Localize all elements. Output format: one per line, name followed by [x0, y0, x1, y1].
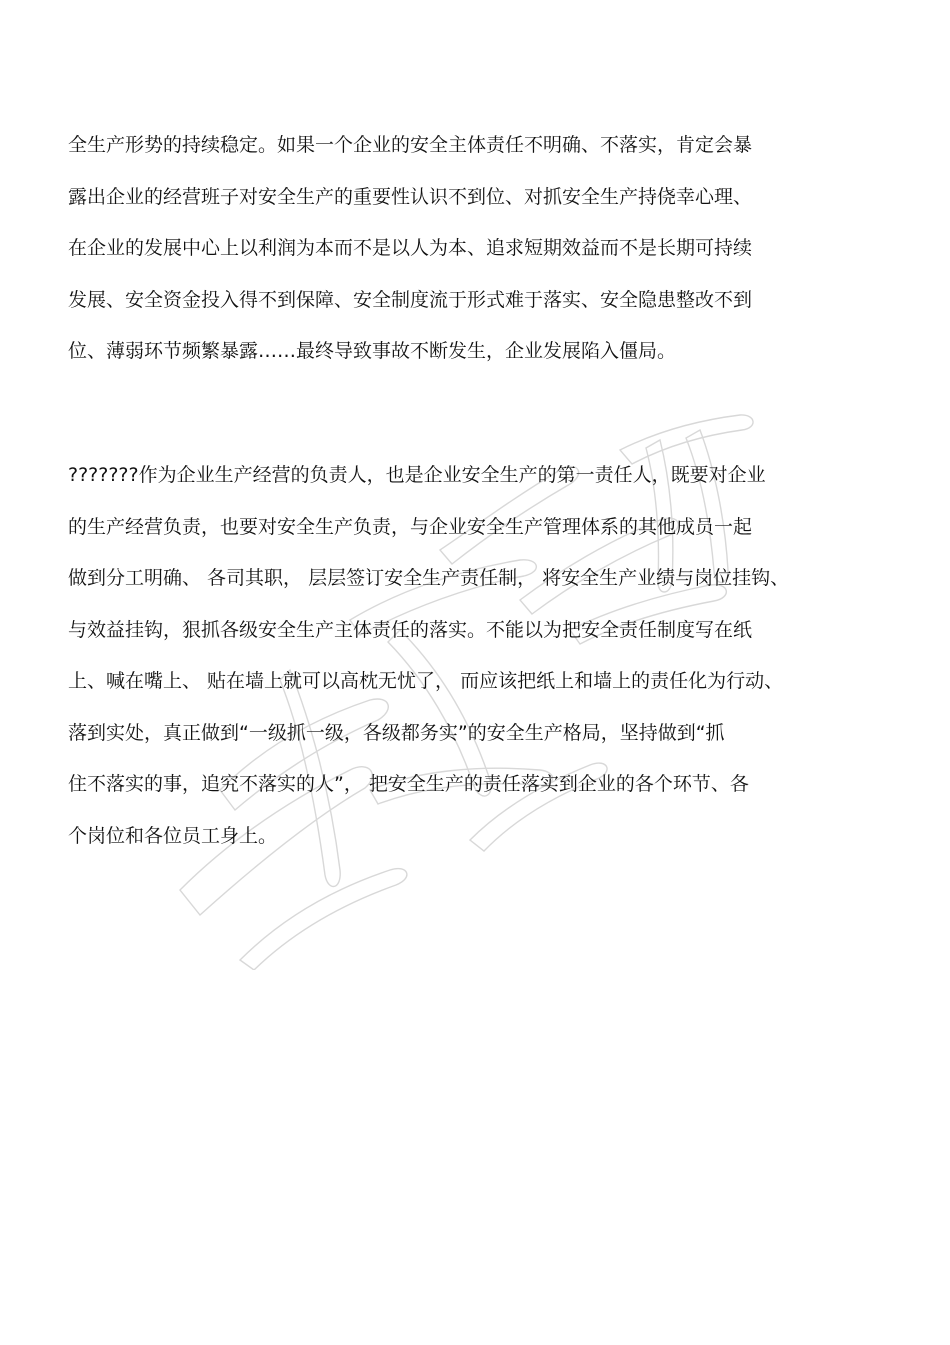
paragraph-line: 发展、安全资金投入得不到保障、安全制度流于形式难于落实、安全隐患整改不到: [68, 288, 753, 311]
paragraph-line: 做到分工明确、 各司其职， 层层签订安全生产责任制， 将安全生产业绩与岗位挂钩、: [68, 567, 790, 589]
paragraph-line: 在企业的发展中心上以利润为本而不是以人为本、追求短期效益而不是长期可持续: [68, 237, 753, 259]
paragraph-2: [68, 458, 868, 870]
paragraph-line: ???????作为企业生产经营的负责人，也是企业安全生产的第一责任人，既要对企业: [68, 464, 766, 486]
paragraph-line: 全生产形势的持续稳定。如果一个企业的安全主体责任不明确、不落实，肯定会暴: [68, 134, 753, 156]
paragraph-line: 露出企业的经营班子对安全生产的重要性认识不到位、对抓安全生产持侥幸心理、: [68, 185, 753, 208]
paragraph-line: 个岗位和各位员工身上。: [68, 824, 278, 847]
paragraph-line: 上、喊在嘴上、 贴在墙上就可以高枕无忧了， 而应该把纸上和墙上的责任化为行动、: [68, 670, 784, 692]
paragraph-1: [68, 128, 868, 386]
paragraph-line: 与效益挂钩，狠抓各级安全生产主体责任的落实。不能以为把安全责任制度写在纸: [68, 618, 753, 641]
paragraph-line: 的生产经营负责，也要对安全生产负责，与企业安全生产管理体系的其他成员一起: [68, 515, 753, 538]
paragraph-line: 位、薄弱环节频繁暴露……最终导致事故不断发生，企业发展陷入僵局。: [68, 340, 677, 362]
paragraph-line: 落到实处，真正做到“一级抓一级，各级都务实”的安全生产格局，坚持做到“抓: [68, 721, 725, 744]
paragraph-line: 住不落实的事，追究不落实的人”， 把安全生产的责任落实到企业的各个环节、各: [68, 773, 749, 795]
